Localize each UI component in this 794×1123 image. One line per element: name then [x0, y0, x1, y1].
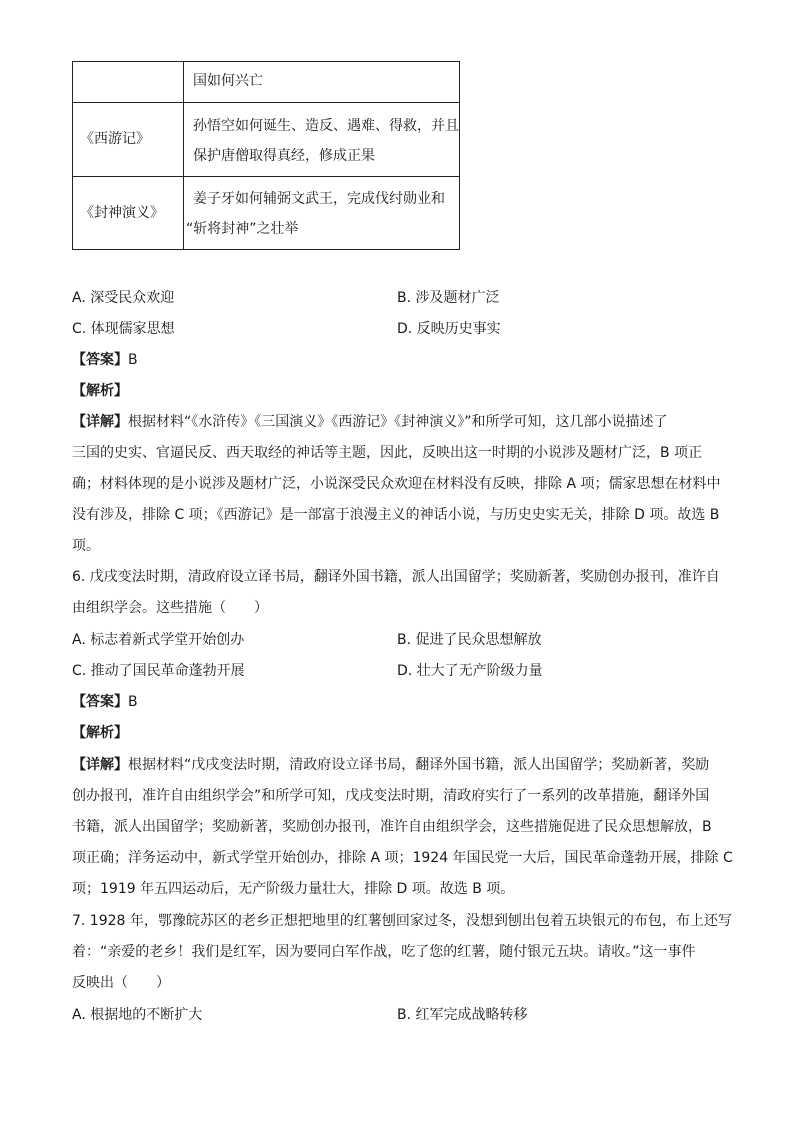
- q7-stem: 着：“亲爱的老乡！我们是红军，因为要同白军作战，吃了您的红薯，随付银元五块。请收。”这一事件: [72, 944, 696, 960]
- q7-option-b: B. 红军完成战略转移: [397, 1007, 528, 1023]
- q5-option-d: D. 反映历史事实: [397, 321, 501, 337]
- q7-stem: 反映出（ ）: [72, 975, 170, 991]
- answer-tag: 【答案】: [72, 352, 128, 368]
- table-border-left: [72, 61, 73, 250]
- q6-detail-line: 项正确；洋务运动中，新式学堂开始创办，排除 A 项；1924 年国民党一大后，国民革命蓬勃开展，排除 C: [72, 850, 733, 866]
- table-cell-novel: 《封神演义》: [80, 205, 164, 221]
- detail-tag: 【详解】: [72, 414, 128, 430]
- analysis-tag: 【解析】: [72, 725, 128, 741]
- answer-value: B: [128, 352, 138, 368]
- q5-detail-line: [72, 412, 668, 432]
- detail-tag: 【详解】: [72, 757, 128, 773]
- q6-detail-line: [72, 755, 709, 775]
- table-cell-content: 孙悟空如何诞生、造反、遇难、得救，并且: [193, 118, 459, 134]
- q6-option-d: D. 壮大了无产阶级力量: [397, 663, 543, 679]
- q5-option-a: A. 深受民众欢迎: [72, 290, 175, 306]
- q5-option-b: B. 涉及题材广泛: [397, 290, 500, 306]
- table-border-bottom: [72, 249, 460, 250]
- q6-stem: 由组织学会。这些措施（ ）: [72, 600, 268, 616]
- table-cell-content: 国如何兴亡: [193, 73, 263, 89]
- table-cell-content: 保护唐僧取得真经，修成正果: [193, 148, 375, 164]
- q6-detail-line: 创办报刊，准许自由组织学会”和所学可知，戊戌变法时期，清政府实行了一系列的改革措施，翻译外国: [72, 788, 710, 804]
- detail-text: 根据材料“《水浒传》《三国演义》《西游记》《封神演义》”和所学可知，这几部小说描述了: [128, 414, 668, 430]
- table-cell-novel: 《西游记》: [80, 131, 150, 147]
- q5-answer: [72, 350, 138, 370]
- q7-option-a: A. 根据地的不断扩大: [72, 1007, 203, 1023]
- q5-detail-line: 项。: [72, 538, 100, 554]
- q5-detail-line: 三国的史实、官逼民反、西天取经的神话等主题，因此，反映出这一时期的小说涉及题材广泛，B 项正: [72, 445, 703, 461]
- table-cell-content: “斩将封神”之壮举: [186, 221, 299, 237]
- q6-detail-line: 项；1919 年五四运动后，无产阶级力量壮大，排除 D 项。故选 B 项。: [72, 881, 515, 897]
- q6-option-a: A. 标志着新式学堂开始创办: [72, 632, 245, 648]
- table-border-top: [72, 61, 460, 62]
- q7-stem: 7. 1928 年，鄂豫皖苏区的老乡正想把地里的红薯刨回家过冬，没想到刨出包着五块银元的布包，布上还写: [72, 913, 732, 929]
- q6-analysis-heading: [72, 723, 128, 743]
- analysis-tag: 【解析】: [72, 383, 128, 399]
- q6-option-b: B. 促进了民众思想解放: [397, 632, 542, 648]
- answer-tag: 【答案】: [72, 694, 128, 710]
- table-row-divider: [72, 176, 460, 177]
- table-row-divider: [72, 102, 460, 103]
- q6-detail-line: 书籍，派人出国留学；奖励新著，奖励创办报刊，准许自由组织学会，这些措施促进了民众思想解放，B: [72, 819, 712, 835]
- q5-analysis-heading: [72, 381, 128, 401]
- table-cell-content: 姜子牙如何辅弼文武王，完成伐纣勋业和: [193, 191, 445, 207]
- material-table: [72, 61, 460, 250]
- q5-detail-line: 确；材料体现的是小说涉及题材广泛，小说深受民众欢迎在材料没有反映，排除 A 项；儒家思想在材料中: [72, 476, 721, 492]
- q6-answer: [72, 692, 138, 712]
- q5-detail-line: 没有涉及，排除 C 项；《西游记》是一部富于浪漫主义的神话小说，与历史史实无关，排除 D 项。故选 B: [72, 507, 720, 523]
- q6-stem: 6. 戊戌变法时期，清政府设立译书局，翻译外国书籍，派人出国留学；奖励新著，奖励创办报刊，准许自: [72, 569, 720, 585]
- q6-option-c: C. 推动了国民革命蓬勃开展: [72, 663, 245, 679]
- q5-option-c: C. 体现儒家思想: [72, 321, 175, 337]
- table-column-divider: [183, 61, 184, 250]
- table-border-right: [459, 61, 460, 250]
- detail-text: 根据材料“戊戌变法时期，清政府设立译书局，翻译外国书籍，派人出国留学；奖励新著，奖励: [128, 757, 710, 773]
- answer-value: B: [128, 694, 138, 710]
